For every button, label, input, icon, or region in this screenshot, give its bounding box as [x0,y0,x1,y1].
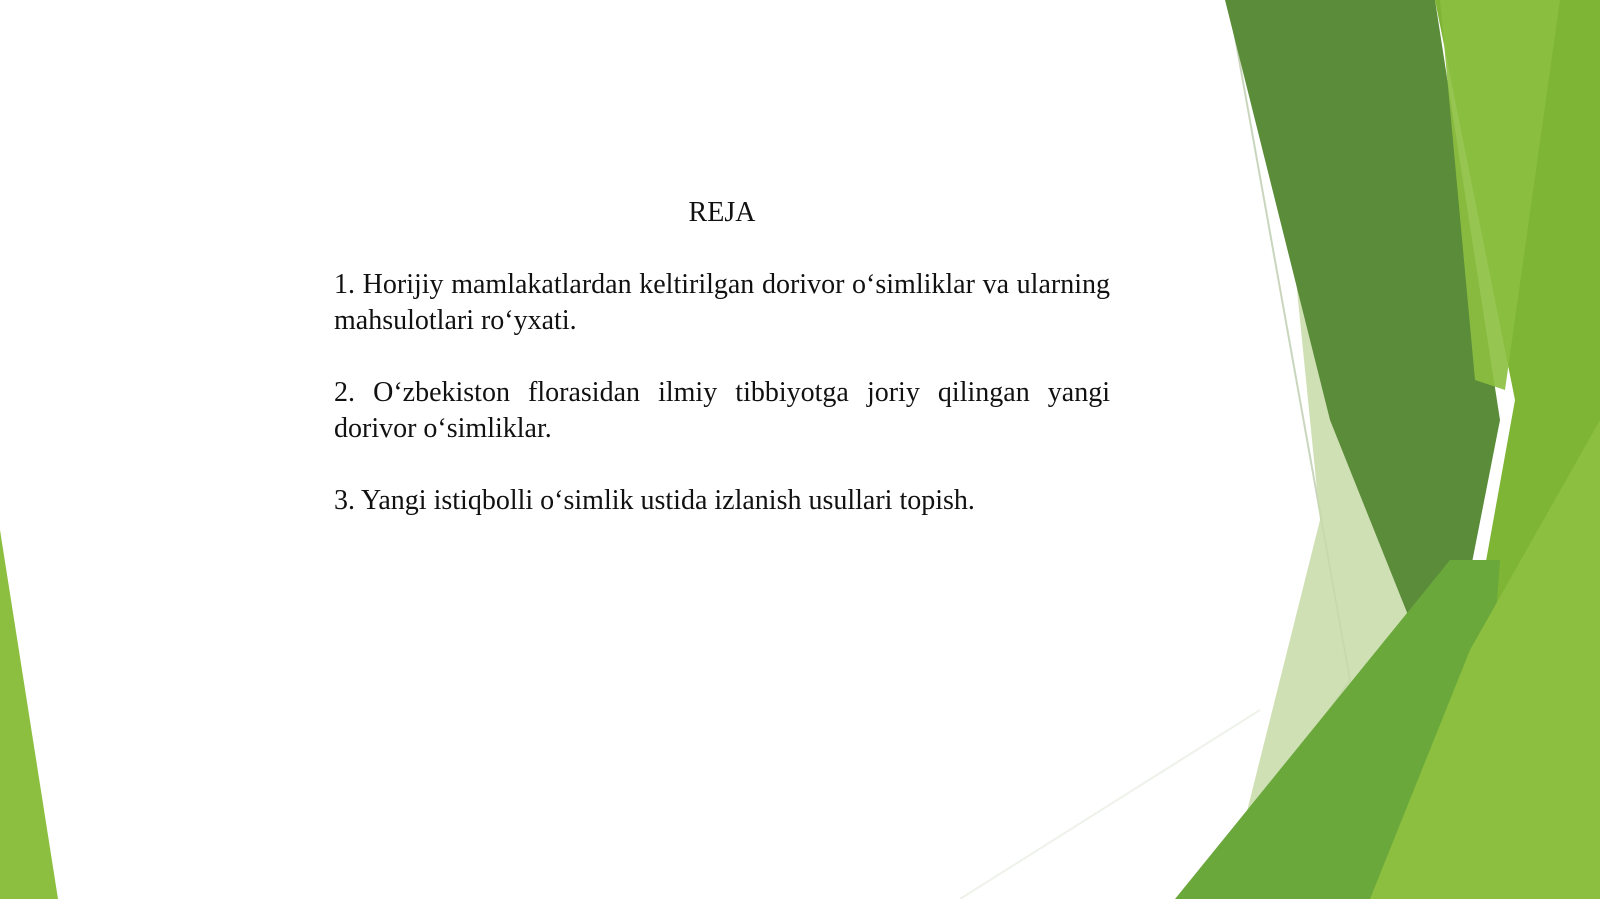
plan-item-2: 2. O‘zbekiston florasidan ilmiy tibbiyotga joriy qilingan yangi dorivor o‘simliklar. [334,377,1110,444]
slide-content [334,195,1110,555]
left-green-sliver [0,530,58,899]
slide-title: REJA [688,197,756,228]
plan-item-1: 1. Horijiy mamlakatlardan keltirilgan dorivor o‘simliklar va ularning mahsulotlari ro‘yxati. [334,269,1110,336]
plan-item-3: 3. Yangi istiqbolli o‘simlik ustida izlanish usullari topish. [334,485,975,516]
